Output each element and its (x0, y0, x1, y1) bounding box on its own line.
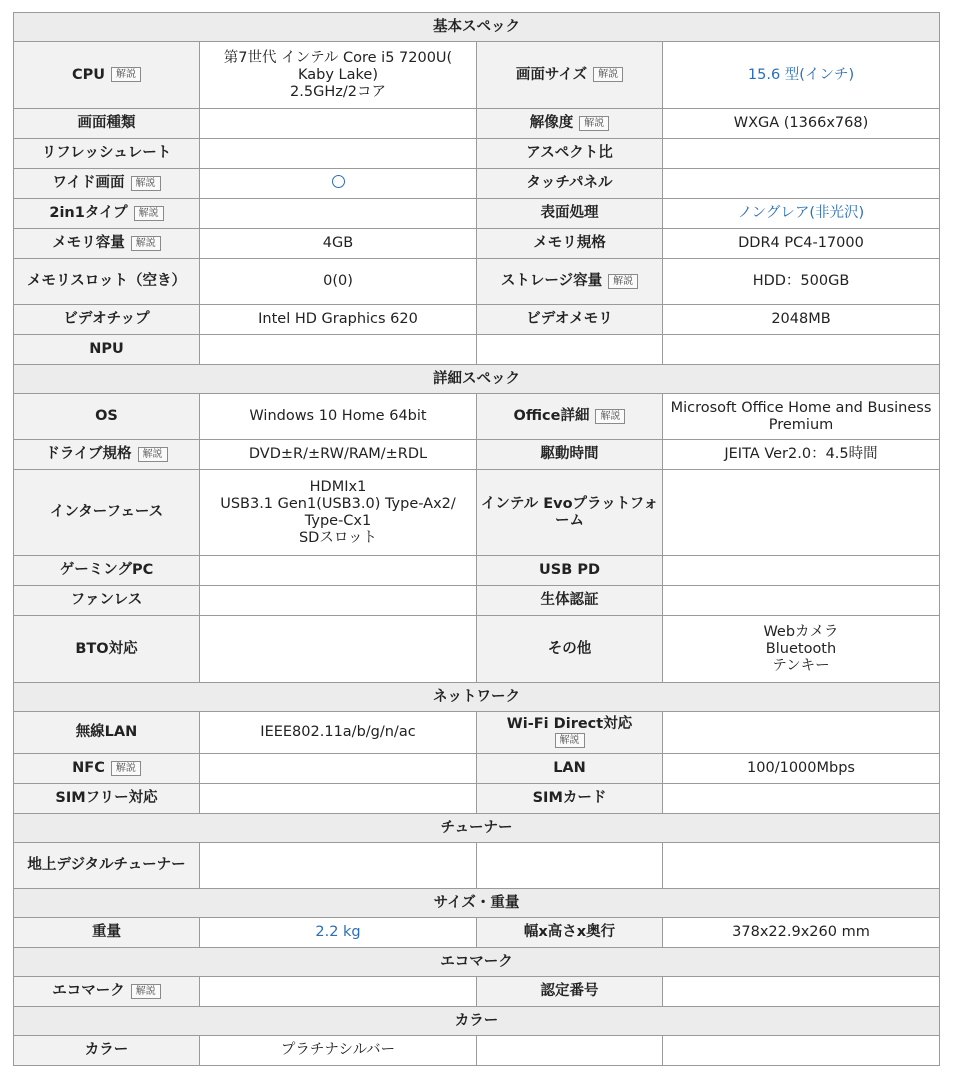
spec-value-other: Webカメラ Bluetooth テンキー (663, 616, 940, 683)
spec-label-weight: 重量 (14, 918, 200, 948)
spec-value-interface: HDMIx1 USB3.1 Gen1(USB3.0) Type-Ax2/ Type-Cx1 SDスロット (200, 470, 477, 556)
help-button[interactable]: 解説 (134, 206, 164, 221)
spec-row (14, 440, 940, 470)
spec-label-wlan: 無線LAN (14, 712, 200, 754)
spec-label-usbpd: USB PD (477, 556, 663, 586)
spec-label-gaming: ゲーミングPC (14, 556, 200, 586)
spec-value-2in1 (200, 199, 477, 229)
spec-value-storage: HDD：500GB (663, 259, 940, 305)
spec-empty-cell (477, 843, 663, 889)
spec-value-memory: 4GB (200, 229, 477, 259)
spec-value-nfc (200, 754, 477, 784)
spec-label-terrestrial: 地上デジタルチューナー (14, 843, 200, 889)
spec-value-sim (663, 784, 940, 814)
spec-row (14, 169, 940, 199)
spec-label-wide: ワイド画面 解説 (14, 169, 200, 199)
spec-value-gaming (200, 556, 477, 586)
spec-label-color: カラー (14, 1036, 200, 1066)
spec-label-dims: 幅x高さx奥行 (477, 918, 663, 948)
help-button[interactable]: 解説 (131, 236, 161, 251)
spec-label-other: その他 (477, 616, 663, 683)
spec-row (14, 1036, 940, 1066)
help-button[interactable]: 解説 (555, 733, 585, 748)
spec-row (14, 586, 940, 616)
help-button[interactable]: 解説 (593, 67, 623, 82)
spec-label-npu: NPU (14, 335, 200, 365)
spec-value-weight[interactable]: 2.2 kg (200, 918, 477, 948)
spec-value-wlan: IEEE802.11a/b/g/n/ac (200, 712, 477, 754)
spec-value-memory-std: DDR4 PC4-17000 (663, 229, 940, 259)
help-button[interactable]: 解説 (595, 409, 625, 424)
spec-row (14, 394, 940, 440)
spec-value-wide (200, 169, 477, 199)
spec-value-touch (663, 169, 940, 199)
section-color (14, 1007, 940, 1036)
help-button[interactable]: 解説 (138, 447, 168, 462)
help-button[interactable]: 解説 (111, 67, 141, 82)
spec-label-video-mem: ビデオメモリ (477, 305, 663, 335)
spec-label-nfc: NFC 解説 (14, 754, 200, 784)
section-title: カラー (14, 1007, 940, 1036)
spec-value-bto (200, 616, 477, 683)
section-tuner (14, 814, 940, 843)
spec-empty-cell (663, 335, 940, 365)
spec-label-evo: インテル Evoプラットフォーム (477, 470, 663, 556)
spec-label-resolution: 解像度 解説 (477, 109, 663, 139)
spec-label-bio: 生体認証 (477, 586, 663, 616)
spec-row (14, 335, 940, 365)
spec-value-dims: 378x22.9x260 mm (663, 918, 940, 948)
spec-table (13, 12, 940, 1066)
spec-row (14, 42, 940, 109)
spec-row (14, 229, 940, 259)
section-title: 詳細スペック (14, 365, 940, 394)
spec-row (14, 712, 940, 754)
spec-empty-cell (477, 335, 663, 365)
spec-value-office: Microsoft Office Home and Business Premium (663, 394, 940, 440)
spec-value-os: Windows 10 Home 64bit (200, 394, 477, 440)
spec-value-aspect (663, 139, 940, 169)
spec-label-memory: メモリ容量 解説 (14, 229, 200, 259)
section-eco (14, 948, 940, 977)
spec-value-evo (663, 470, 940, 556)
spec-label-bto: BTO対応 (14, 616, 200, 683)
help-button[interactable]: 解説 (579, 116, 609, 131)
spec-value-bio (663, 586, 940, 616)
spec-label-lan: LAN (477, 754, 663, 784)
spec-label-refresh: リフレッシュレート (14, 139, 200, 169)
section-size (14, 889, 940, 918)
spec-row (14, 918, 940, 948)
spec-value-npu (200, 335, 477, 365)
spec-row (14, 470, 940, 556)
spec-label-cpu: CPU 解説 (14, 42, 200, 109)
spec-value-refresh (200, 139, 477, 169)
section-basic (14, 13, 940, 42)
spec-value-usbpd (663, 556, 940, 586)
spec-row (14, 784, 940, 814)
spec-label-simfree: SIMフリー対応 (14, 784, 200, 814)
spec-label-ecomark: エコマーク 解説 (14, 977, 200, 1007)
spec-row (14, 259, 940, 305)
spec-value-video-chip: Intel HD Graphics 620 (200, 305, 477, 335)
help-button[interactable]: 解説 (111, 761, 141, 776)
spec-value-battery: JEITA Ver2.0：4.5時間 (663, 440, 940, 470)
spec-label-office: Office詳細 解説 (477, 394, 663, 440)
section-title: エコマーク (14, 948, 940, 977)
spec-value-resolution: WXGA (1366x768) (663, 109, 940, 139)
section-network (14, 683, 940, 712)
spec-row (14, 139, 940, 169)
spec-empty-cell (477, 1036, 663, 1066)
spec-value-surface[interactable]: ノングレア(非光沢) (663, 199, 940, 229)
spec-label-screen-type: 画面種類 (14, 109, 200, 139)
spec-row (14, 616, 940, 683)
yes-circle-icon (332, 175, 345, 188)
spec-row (14, 556, 940, 586)
spec-label-surface: 表面処理 (477, 199, 663, 229)
spec-empty-cell (663, 843, 940, 889)
spec-label-battery: 駆動時間 (477, 440, 663, 470)
spec-row (14, 977, 940, 1007)
section-title: 基本スペック (14, 13, 940, 42)
spec-label-storage: ストレージ容量 解説 (477, 259, 663, 305)
section-title: サイズ・重量 (14, 889, 940, 918)
spec-label-sim: SIMカード (477, 784, 663, 814)
spec-label-aspect: アスペクト比 (477, 139, 663, 169)
spec-label-os: OS (14, 394, 200, 440)
spec-value-terrestrial (200, 843, 477, 889)
section-title: チューナー (14, 814, 940, 843)
spec-row (14, 754, 940, 784)
spec-value-drive: DVD±R/±RW/RAM/±RDL (200, 440, 477, 470)
spec-label-fanless: ファンレス (14, 586, 200, 616)
spec-row (14, 199, 940, 229)
spec-value-video-mem: 2048MB (663, 305, 940, 335)
spec-value-lan: 100/1000Mbps (663, 754, 940, 784)
spec-label-memory-slot: メモリスロット（空き） (14, 259, 200, 305)
spec-label-memory-std: メモリ規格 (477, 229, 663, 259)
help-button[interactable]: 解説 (131, 176, 161, 191)
spec-value-ecomark (200, 977, 477, 1007)
section-detail (14, 365, 940, 394)
spec-label-2in1: 2in1タイプ 解説 (14, 199, 200, 229)
spec-value-color: プラチナシルバー (200, 1036, 477, 1066)
spec-label-video-chip: ビデオチップ (14, 305, 200, 335)
spec-row (14, 843, 940, 889)
spec-row (14, 109, 940, 139)
spec-label-interface: インターフェース (14, 470, 200, 556)
help-button[interactable]: 解説 (608, 274, 638, 289)
spec-value-simfree (200, 784, 477, 814)
spec-value-fanless (200, 586, 477, 616)
help-button[interactable]: 解説 (131, 984, 161, 999)
spec-row (14, 305, 940, 335)
spec-label-drive: ドライブ規格 解説 (14, 440, 200, 470)
section-title: ネットワーク (14, 683, 940, 712)
spec-value-cert (663, 977, 940, 1007)
spec-value-screen-size[interactable]: 15.6 型(インチ) (663, 42, 940, 109)
spec-value-memory-slot: 0(0) (200, 259, 477, 305)
spec-value-cpu: 第7世代 インテル Core i5 7200U( Kaby Lake) 2.5GHz/2コア (200, 42, 477, 109)
spec-label-touch: タッチパネル (477, 169, 663, 199)
spec-empty-cell (663, 1036, 940, 1066)
spec-value-wifidirect (663, 712, 940, 754)
spec-label-wifidirect: Wi-Fi Direct対応 解説 (477, 712, 663, 754)
spec-label-cert: 認定番号 (477, 977, 663, 1007)
spec-label-screen-size: 画面サイズ 解説 (477, 42, 663, 109)
spec-value-screen-type (200, 109, 477, 139)
